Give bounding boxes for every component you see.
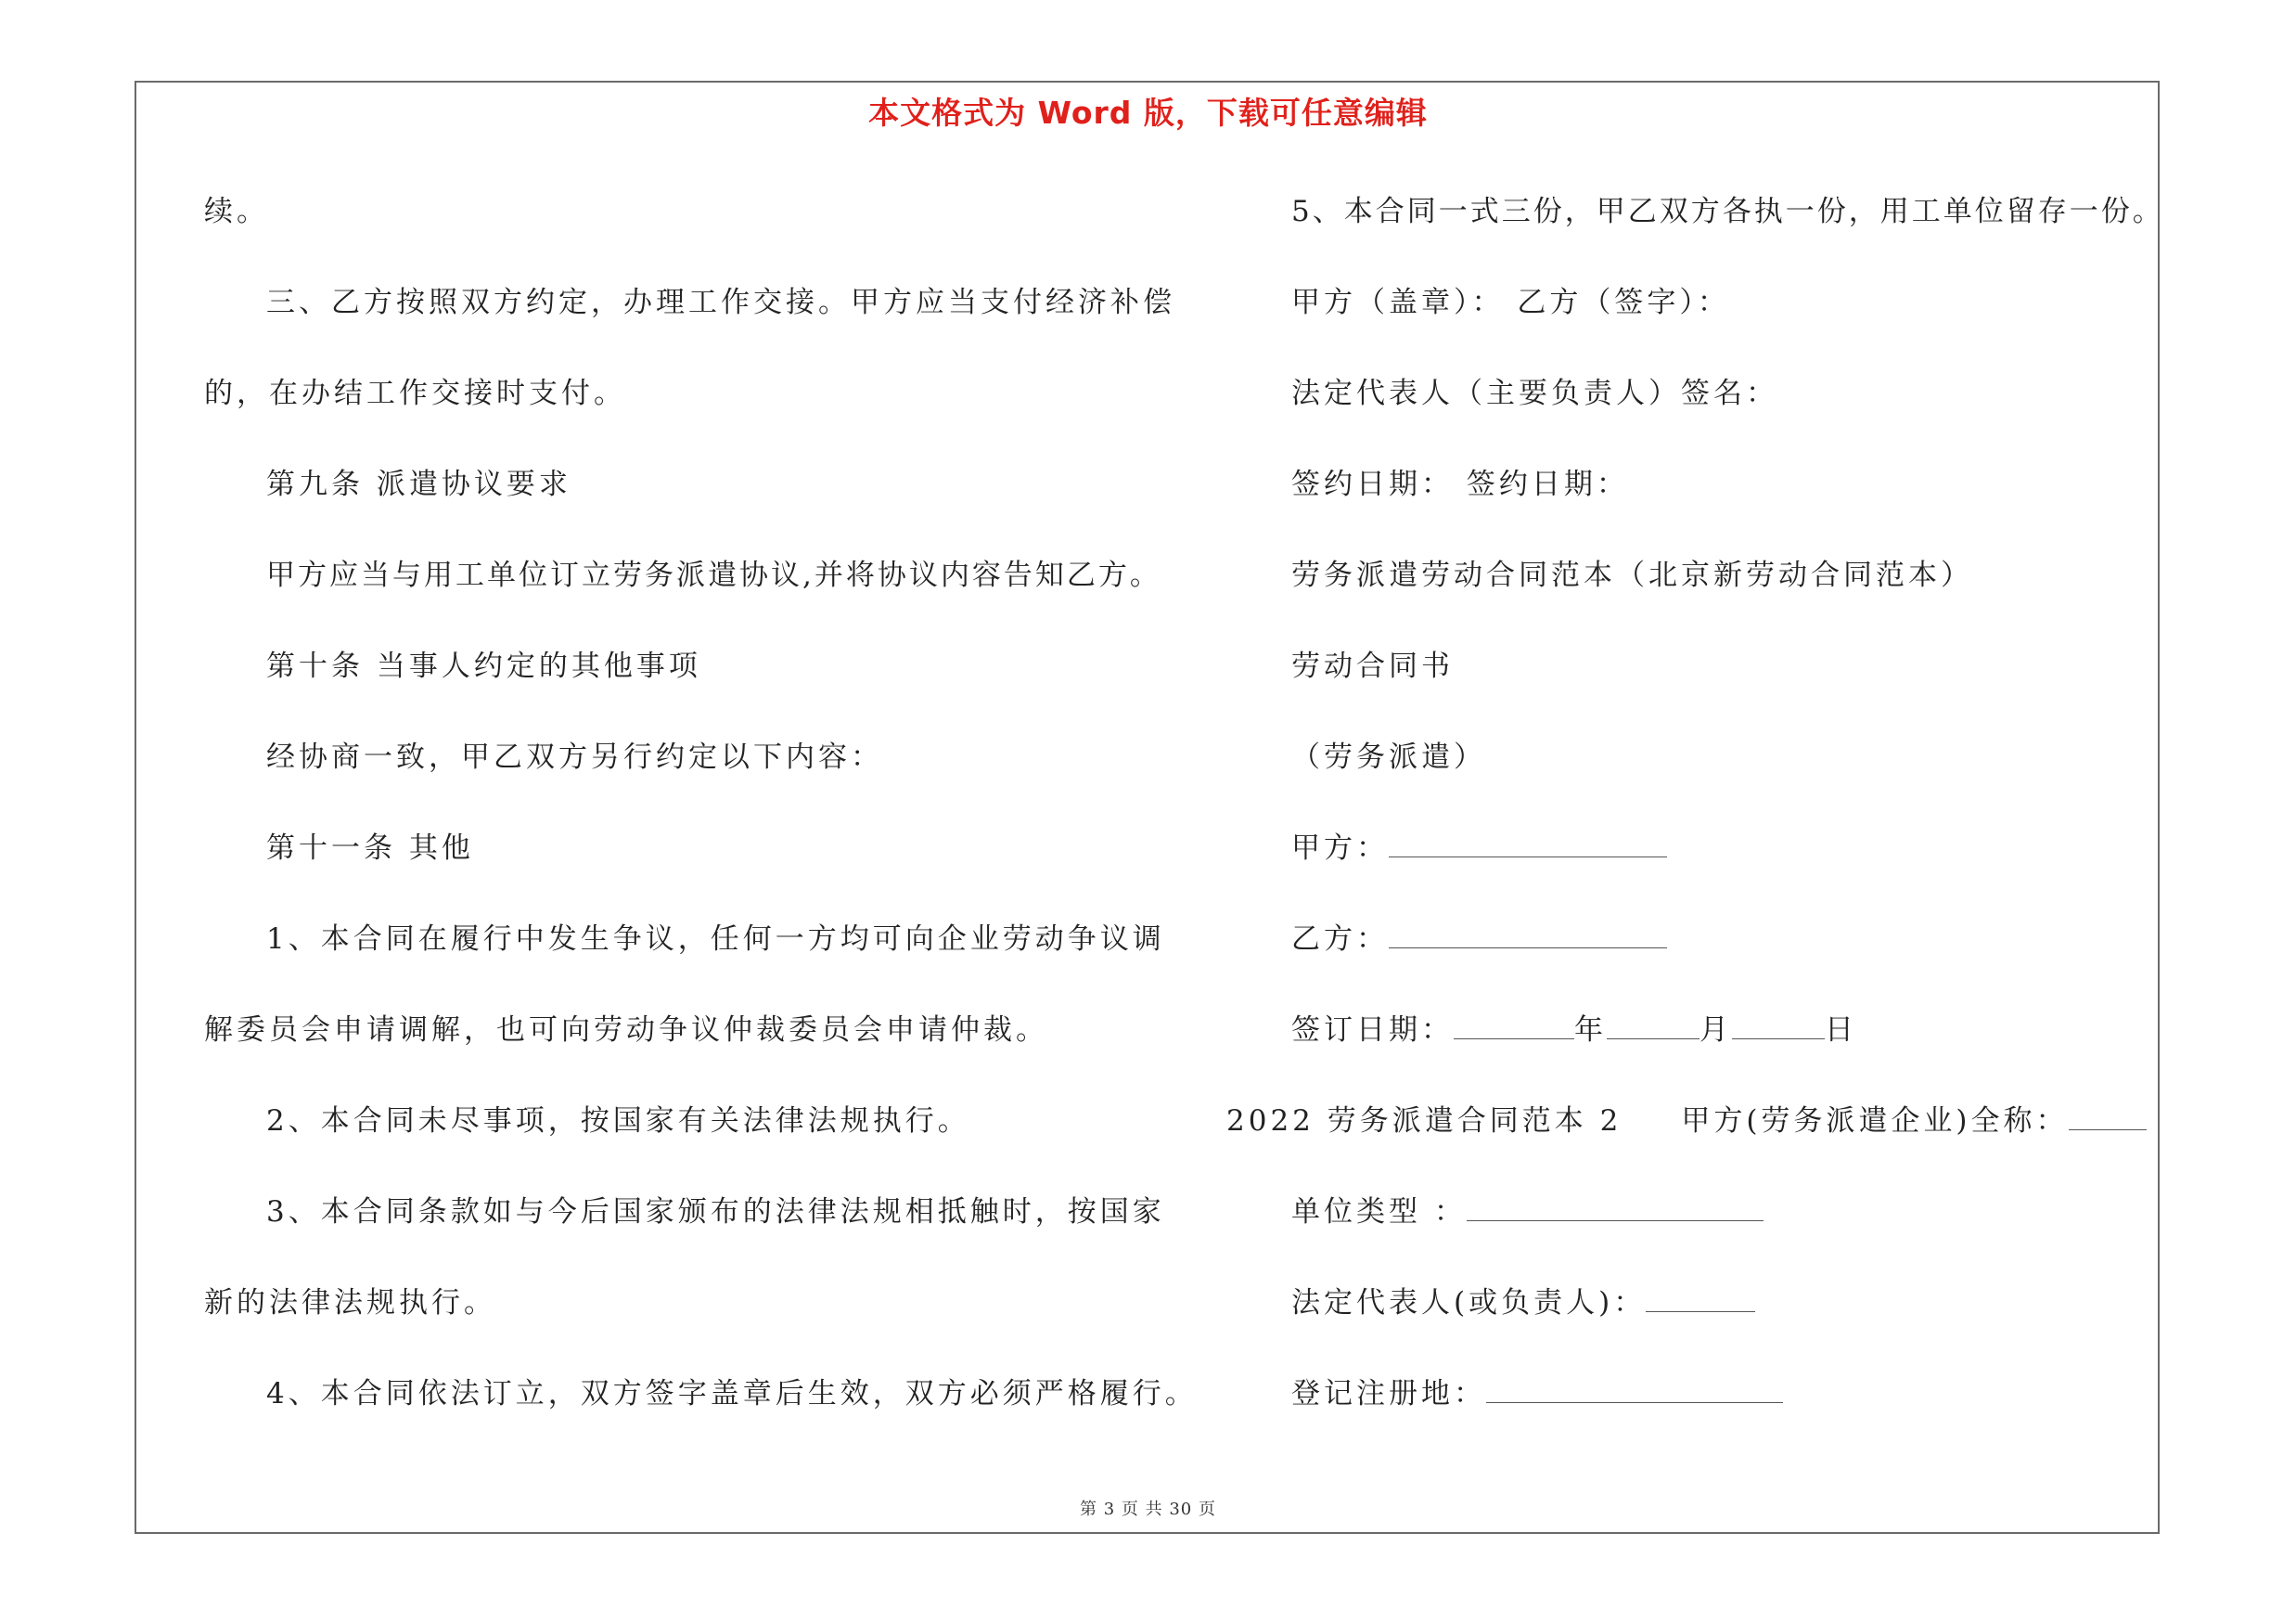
sample2-title: 2022 劳务派遣合同范本 2 bbox=[1226, 1104, 1623, 1138]
article-heading: 第九条 派遣协议要求 bbox=[266, 468, 571, 501]
party-b-field bbox=[1291, 921, 1667, 958]
sample2-party-a-blank[interactable] bbox=[2069, 1105, 2147, 1130]
paragraph-line: 三、乙方按照双方约定，办理工作交接。甲方应当支付经济补偿 bbox=[266, 286, 1175, 319]
sign-date-field bbox=[1291, 1011, 1857, 1049]
party-a-label: 甲方： bbox=[1291, 831, 1389, 865]
day-blank[interactable] bbox=[1732, 1014, 1825, 1039]
party-a-field bbox=[1291, 830, 1667, 867]
paragraph-line: 的，在办结工作交接时支付。 bbox=[204, 377, 626, 410]
paragraph-line: 新的法律法规执行。 bbox=[204, 1286, 496, 1320]
paragraph-line: 经协商一致，甲乙双方另行约定以下内容： bbox=[266, 741, 883, 774]
dispatch-subtitle: （劳务派遣） bbox=[1291, 741, 1486, 774]
paragraph-line: 续。 bbox=[204, 195, 269, 228]
year-blank[interactable] bbox=[1454, 1014, 1574, 1039]
paragraph-line: 甲方应当与用工单位订立劳务派遣协议,并将协议内容告知乙方。 bbox=[266, 559, 1161, 592]
month-label: 月 bbox=[1700, 1013, 1732, 1047]
paragraph-line: 解委员会申请调解，也可向劳动争议仲裁委员会申请仲裁。 bbox=[204, 1013, 1048, 1047]
unit-type-field bbox=[1291, 1193, 1764, 1230]
legal-rep-field bbox=[1291, 1284, 1755, 1321]
reg-address-blank[interactable] bbox=[1486, 1378, 1783, 1403]
party-b-label: 乙方： bbox=[1291, 922, 1389, 956]
legal-rep-blank[interactable] bbox=[1646, 1287, 1755, 1312]
paragraph-line: 4、本合同依法订立，双方签字盖章后生效，双方必须严格履行。 bbox=[266, 1377, 1198, 1410]
party-a-blank[interactable] bbox=[1389, 832, 1667, 857]
page-footer: 第 3 页 共 30 页 bbox=[1080, 1500, 1216, 1519]
contract-book-title: 劳动合同书 bbox=[1291, 650, 1454, 683]
copies-clause: 5、本合同一式三份，甲乙双方各执一份，用工单位留存一份。 bbox=[1291, 195, 2164, 228]
paragraph-line: 3、本合同条款如与今后国家颁布的法律法规相抵触时，按国家 bbox=[266, 1195, 1165, 1229]
unit-type-blank[interactable] bbox=[1467, 1196, 1764, 1221]
sign-dates-line: 签约日期： 签约日期： bbox=[1291, 468, 1629, 501]
paragraph-line: 2、本合同未尽事项，按国家有关法律法规执行。 bbox=[266, 1104, 970, 1138]
article-heading: 第十条 当事人约定的其他事项 bbox=[266, 650, 701, 683]
article-heading: 第十一条 其他 bbox=[266, 831, 474, 865]
party-signature-line: 甲方（盖章）： 乙方（签字）： bbox=[1291, 286, 1730, 319]
reg-address-label: 登记注册地： bbox=[1291, 1377, 1486, 1410]
sign-date-label: 签订日期： bbox=[1291, 1013, 1454, 1047]
format-banner: 本文格式为 Word 版，下载可任意编辑 bbox=[868, 95, 1428, 131]
month-blank[interactable] bbox=[1607, 1014, 1700, 1039]
sample-title: 劳务派遣劳动合同范本（北京新劳动合同范本） bbox=[1291, 559, 1973, 592]
legal-rep-label: 法定代表人(或负责人)： bbox=[1291, 1286, 1647, 1320]
legal-rep-signature-line: 法定代表人（主要负责人）签名： bbox=[1291, 377, 1778, 410]
reg-address-field bbox=[1291, 1375, 1783, 1412]
year-label: 年 bbox=[1574, 1013, 1607, 1047]
paragraph-line: 1、本合同在履行中发生争议，任何一方均可向企业劳动争议调 bbox=[266, 922, 1165, 956]
sample2-line bbox=[1226, 1102, 2147, 1140]
unit-type-label: 单位类型 ： bbox=[1291, 1195, 1467, 1229]
day-label: 日 bbox=[1825, 1013, 1857, 1047]
sample2-party-a-label: 甲方(劳务派遣企业)全称： bbox=[1681, 1104, 2069, 1138]
party-b-blank[interactable] bbox=[1389, 923, 1667, 948]
